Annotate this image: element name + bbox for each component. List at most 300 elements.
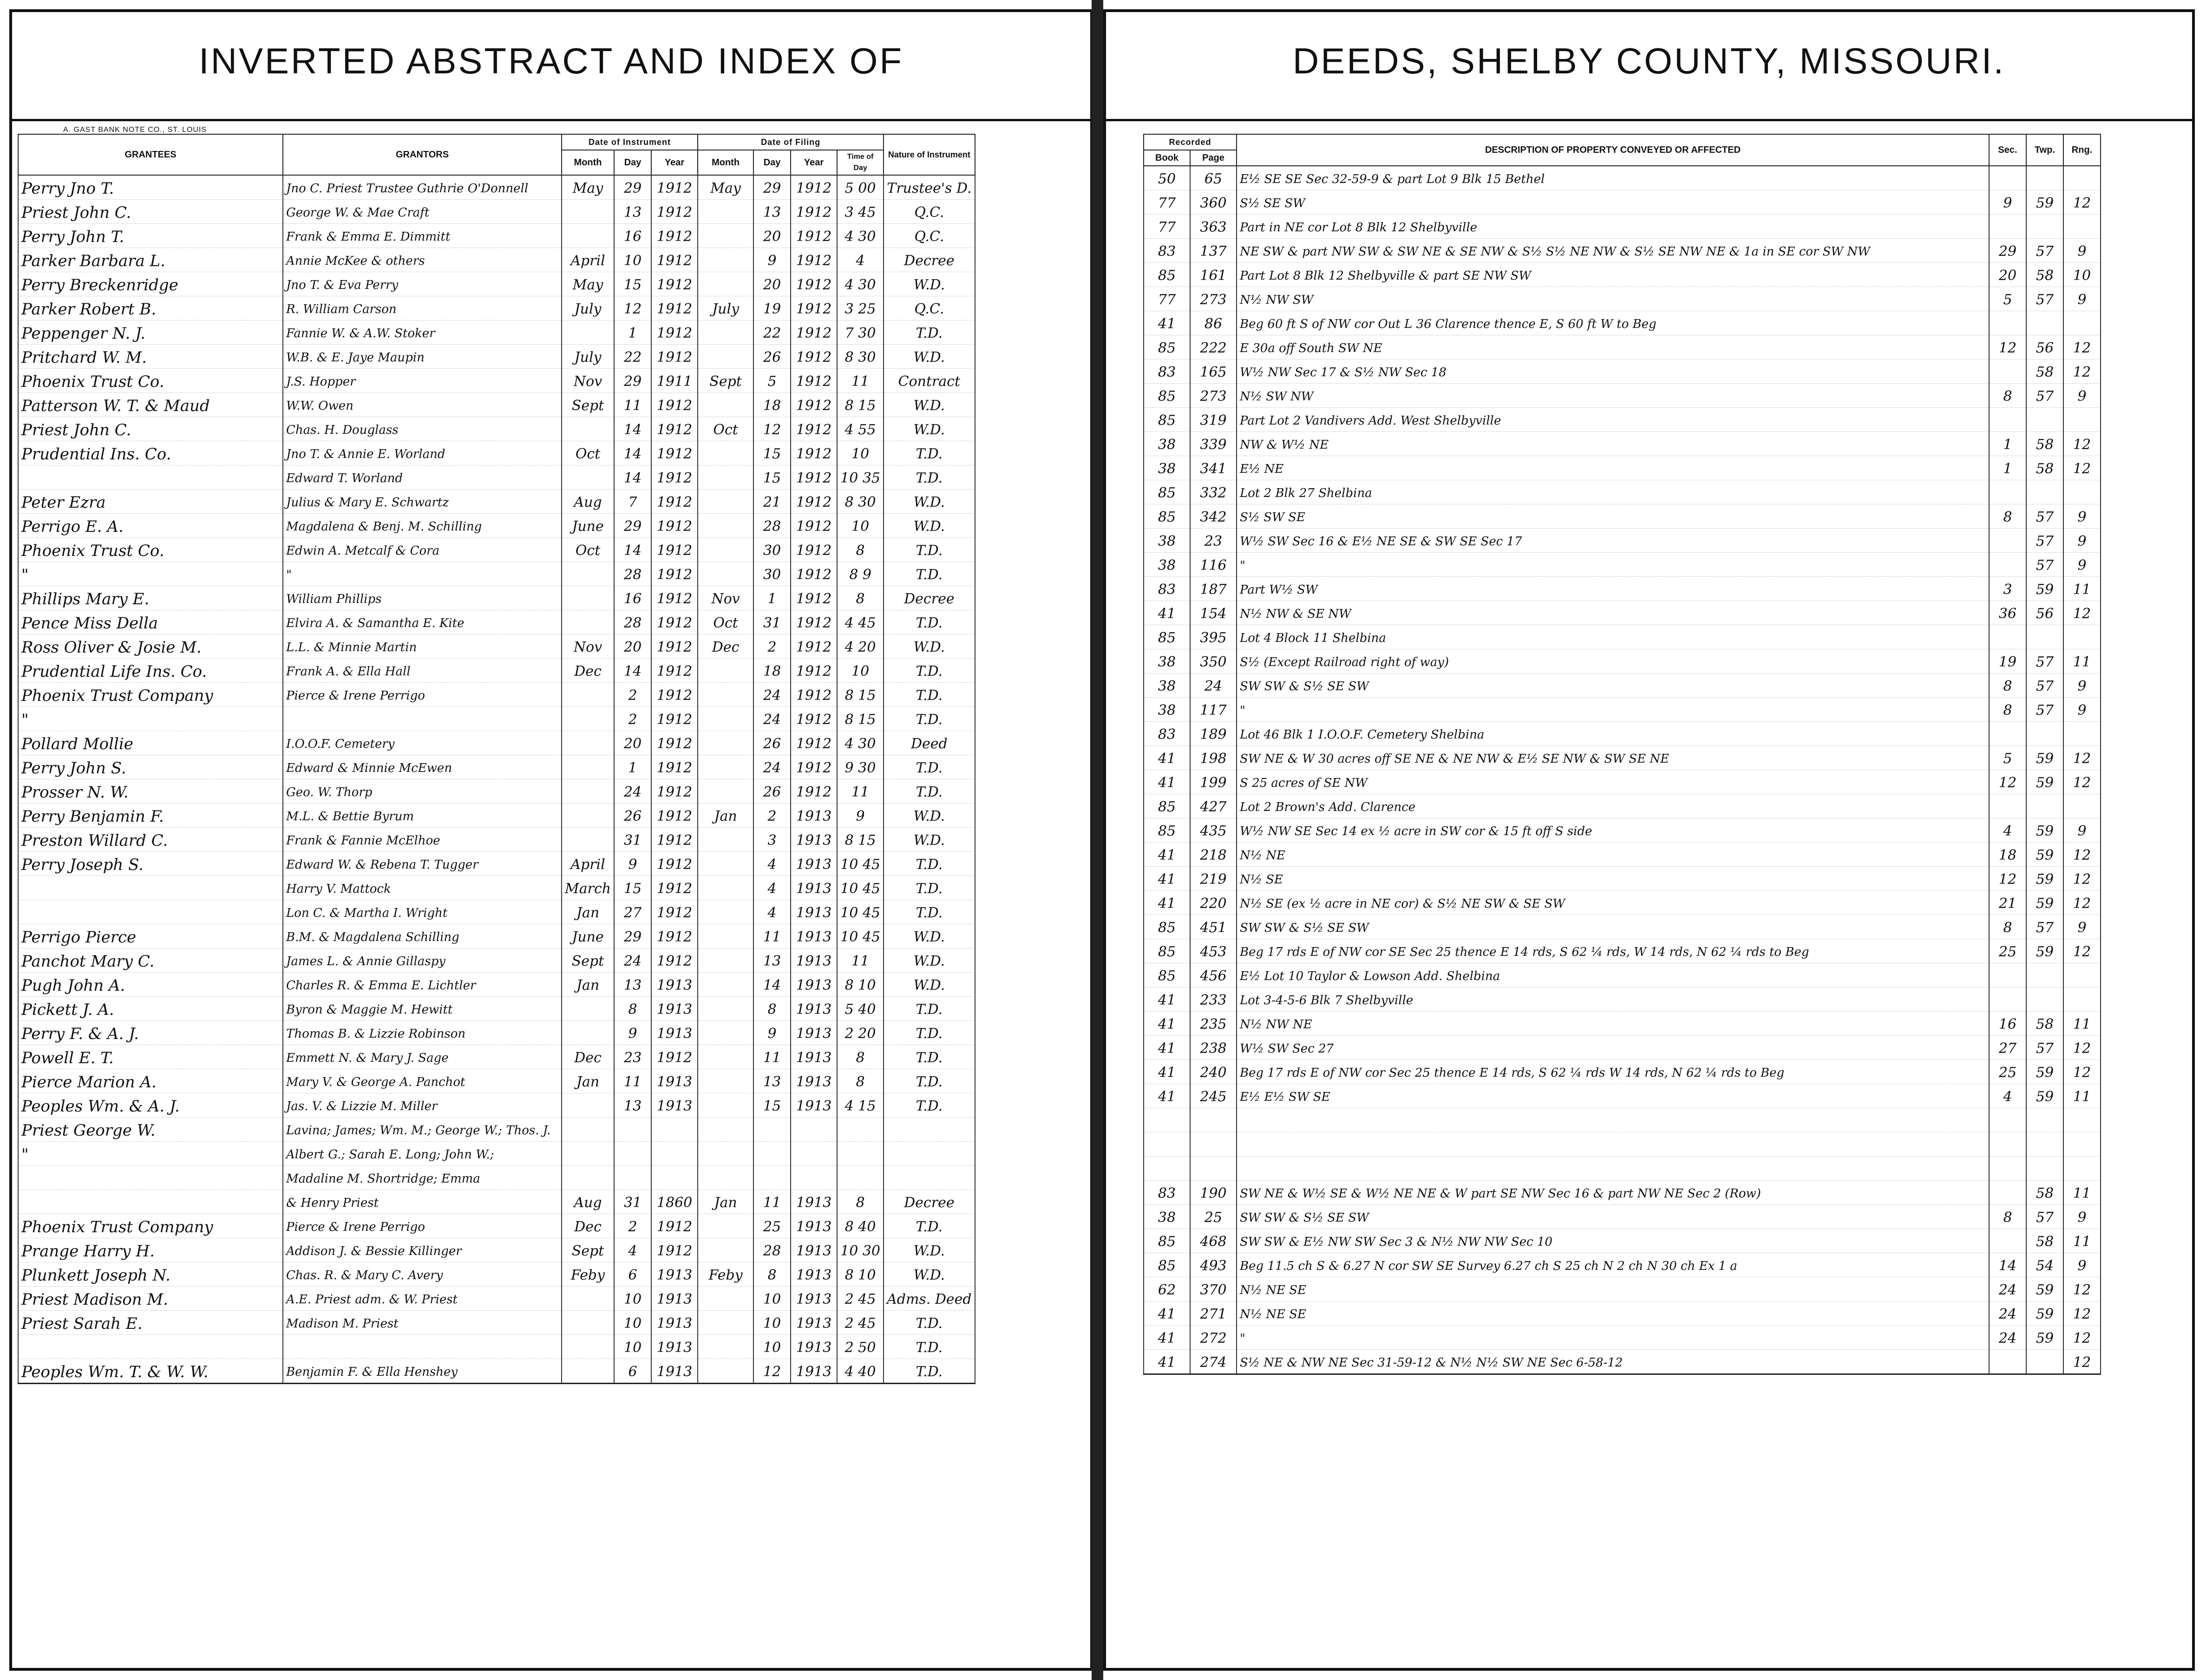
nature-cell: T.D. [884,562,975,586]
description-cell: S½ NE & NW NE Sec 31-59-12 & N½ N½ SW NE Sec 6-58-12 [1237,1350,1989,1374]
filing-year-cell: 1912 [791,175,837,200]
instrument-day-cell: 26 [614,804,651,828]
grantor-cell: " [283,562,562,586]
instrument-day-cell: 2 [614,683,651,707]
nature-cell: Adms. Deed [884,1287,975,1311]
filing-day-cell: 25 [753,1214,791,1238]
filing-day-cell: 26 [753,345,791,369]
grantee-row [18,900,975,924]
filing-year-cell: 1913 [791,973,837,997]
description-cell: NW & W½ NE [1237,432,1989,456]
filing-month-cell: July [698,296,753,320]
filing-month-cell [698,997,753,1021]
instrument-month-cell: July [562,345,614,369]
nature-cell: Q.C. [884,224,975,248]
page-cell: 190 [1190,1181,1237,1205]
description-cell: Beg 17 rds E of NW cor Sec 25 thence E 14 rds, S 62 ¼ rds W 14 rds, N 62 ¼ rds to Beg [1237,1060,1989,1084]
filing-day-cell: 8 [753,997,791,1021]
grantee-row [18,345,975,369]
filing-year-cell: 1912 [791,345,837,369]
instrument-month-cell: Dec [562,1214,614,1238]
township-cell: 59 [2026,1060,2063,1084]
instrument-year-cell [651,1142,698,1166]
filing-day-cell: 3 [753,828,791,852]
time-of-day-cell: 8 [837,586,884,610]
grantee-row [18,175,975,200]
page-cell [1190,1132,1237,1157]
nature-cell: T.D. [884,683,975,707]
property-row [1144,1060,2101,1084]
time-of-day-cell: 8 [837,1069,884,1093]
description-cell: E½ Lot 10 Taylor & Lowson Add. Shelbina [1237,963,1989,987]
range-cell [2063,166,2101,190]
instrument-month-cell: Sept [562,1238,614,1262]
grantee-row [18,755,975,779]
filing-day-cell: 15 [753,1093,791,1118]
range-cell: 9 [2063,818,2101,843]
description-cell: S½ SE SW [1237,190,1989,215]
grantee-row [18,852,975,876]
filing-month-cell: Dec [698,634,753,659]
filing-day-cell: 19 [753,296,791,320]
book-cell: 38 [1144,553,1190,577]
page-cell: 222 [1190,335,1237,360]
section-cell: 36 [1989,601,2026,625]
book-cell: 38 [1144,456,1190,480]
property-row [1144,867,2101,891]
page-cell: 273 [1190,384,1237,408]
section-cell: 4 [1989,1084,2026,1108]
grantee-row [18,1287,975,1311]
filing-year-cell: 1912 [791,683,837,707]
grantor-cell [283,1335,562,1359]
instrument-month-cell: Jan [562,973,614,997]
grantor-cell: Byron & Maggie M. Hewitt [283,997,562,1021]
grantor-cell: Jno T. & Eva Perry [283,272,562,296]
filing-month-cell [698,272,753,296]
time-of-day-cell: 11 [837,369,884,393]
grantee-cell: Perry Breckenridge [18,272,283,296]
description-cell: Lot 3-4-5-6 Blk 7 Shelbyville [1237,987,1989,1012]
grantor-cell: Edward & Minnie McEwen [283,755,562,779]
book-cell: 83 [1144,1181,1190,1205]
grantee-cell: Prudential Life Ins. Co. [18,659,283,683]
grantor-cell: Annie McKee & others [283,248,562,272]
instrument-month-cell [562,417,614,441]
range-cell: 12 [2063,891,2101,915]
page-cell: 199 [1190,770,1237,794]
instrument-year-cell: 1912 [651,707,698,731]
filing-month-cell: Jan [698,1190,753,1214]
section-cell: 24 [1989,1326,2026,1350]
nature-cell: W.D. [884,973,975,997]
section-cell: 8 [1989,504,2026,529]
instrument-day-cell: 6 [614,1262,651,1287]
grantor-cell: R. William Carson [283,296,562,320]
instrument-day-cell: 7 [614,490,651,514]
instrument-year-cell: 1913 [651,1335,698,1359]
instrument-month-cell: Jan [562,900,614,924]
book-cell: 50 [1144,166,1190,190]
grantee-cell: Ross Oliver & Josie M. [18,634,283,659]
property-row [1144,577,2101,601]
property-row [1144,432,2101,456]
range-cell: 12 [2063,1277,2101,1301]
description-cell: SW SW & S½ SE SW [1237,1205,1989,1229]
grantee-row [18,1359,975,1384]
section-cell [1989,625,2026,649]
property-row [1144,1084,2101,1108]
page-cell: 245 [1190,1084,1237,1108]
filing-day-cell: 11 [753,924,791,948]
filing-month-cell [698,900,753,924]
header-date-of-filing: Date of Filing [698,134,884,150]
instrument-day-cell: 28 [614,562,651,586]
section-cell [1989,963,2026,987]
property-row [1144,722,2101,746]
filing-day-cell: 18 [753,393,791,417]
grantor-cell [283,707,562,731]
grantee-row [18,1311,975,1335]
page-cell: 370 [1190,1277,1237,1301]
section-cell [1989,529,2026,553]
section-cell: 12 [1989,867,2026,891]
instrument-year-cell: 1912 [651,200,698,224]
grantee-cell: Peoples Wm. T. & W. W. [18,1359,283,1384]
nature-cell: W.D. [884,634,975,659]
instrument-month-cell [562,200,614,224]
filing-day-cell: 30 [753,538,791,562]
page-cell: 456 [1190,963,1237,987]
section-cell: 24 [1989,1277,2026,1301]
instrument-month-cell: Dec [562,1045,614,1069]
grantee-row [18,490,975,514]
instrument-month-cell: Dec [562,659,614,683]
section-cell: 29 [1989,239,2026,263]
property-row [1144,504,2101,529]
nature-cell: T.D. [884,1021,975,1045]
book-cell: 41 [1144,601,1190,625]
section-cell: 25 [1989,1060,2026,1084]
grantor-cell: Benjamin F. & Ella Henshey [283,1359,562,1384]
page-cell: 339 [1190,432,1237,456]
filing-year-cell: 1912 [791,417,837,441]
page-cell: 468 [1190,1229,1237,1253]
section-cell [1989,480,2026,504]
filing-month-cell [698,393,753,417]
time-of-day-cell: 2 20 [837,1021,884,1045]
grantee-row [18,320,975,345]
time-of-day-cell: 8 [837,1190,884,1214]
instrument-day-cell: 14 [614,659,651,683]
header-inst-day: Day [614,150,651,175]
range-cell: 11 [2063,1084,2101,1108]
instrument-month-cell: May [562,175,614,200]
filing-year-cell: 1912 [791,490,837,514]
page-cell: 23 [1190,529,1237,553]
book-cell: 38 [1144,673,1190,698]
book-cell: 38 [1144,432,1190,456]
filing-year-cell: 1912 [791,320,837,345]
instrument-month-cell [562,1118,614,1142]
filing-year-cell: 1913 [791,1214,837,1238]
property-row [1144,601,2101,625]
section-cell [1989,553,2026,577]
instrument-year-cell: 1912 [651,514,698,538]
nature-cell: W.D. [884,417,975,441]
instrument-day-cell: 10 [614,1335,651,1359]
nature-cell: Deed [884,731,975,755]
nature-cell: T.D. [884,707,975,731]
grantee-row [18,272,975,296]
nature-cell: W.D. [884,514,975,538]
book-cell: 38 [1144,649,1190,673]
filing-day-cell: 1 [753,586,791,610]
filing-month-cell [698,1359,753,1384]
property-row [1144,215,2101,239]
filing-day-cell: 13 [753,948,791,973]
instrument-year-cell: 1912 [651,683,698,707]
filing-year-cell: 1913 [791,828,837,852]
township-cell: 59 [2026,190,2063,215]
time-of-day-cell [837,1166,884,1190]
filing-day-cell: 24 [753,707,791,731]
grantee-row [18,1118,975,1142]
filing-month-cell [698,755,753,779]
filing-day-cell: 10 [753,1335,791,1359]
instrument-year-cell: 1912 [651,852,698,876]
filing-day-cell: 21 [753,490,791,514]
grantor-cell: Geo. W. Thorp [283,779,562,804]
grantor-cell: J.S. Hopper [283,369,562,393]
filing-month-cell: Sept [698,369,753,393]
property-row [1144,239,2101,263]
filing-year-cell: 1913 [791,852,837,876]
township-cell: 57 [2026,1205,2063,1229]
filing-year-cell: 1913 [791,1190,837,1214]
header-fil-day: Day [753,150,791,175]
filing-month-cell [698,924,753,948]
description-cell: E½ SE SE Sec 32-59-9 & part Lot 9 Blk 15 Bethel [1237,166,1989,190]
book-cell: 85 [1144,335,1190,360]
filing-month-cell [698,1238,753,1262]
nature-cell: Trustee's D. [884,175,975,200]
grantee-cell: Patterson W. T. & Maud [18,393,283,417]
instrument-year-cell: 1912 [651,490,698,514]
grantor-cell: Lavina; James; Wm. M.; George W.; Thos. J. [283,1118,562,1142]
instrument-month-cell: Aug [562,490,614,514]
nature-cell: T.D. [884,465,975,490]
township-cell [2026,963,2063,987]
grantee-row [18,1045,975,1069]
book-cell: 77 [1144,215,1190,239]
range-cell: 9 [2063,384,2101,408]
range-cell [2063,625,2101,649]
grantee-cell: Pugh John A. [18,973,283,997]
grantee-cell: Parker Barbara L. [18,248,283,272]
filing-month-cell [698,1142,753,1166]
instrument-day-cell: 2 [614,707,651,731]
filing-year-cell: 1912 [791,731,837,755]
township-cell: 59 [2026,1277,2063,1301]
instrument-month-cell: Nov [562,369,614,393]
grantor-grantee-table [18,134,975,1384]
nature-cell: W.D. [884,393,975,417]
section-cell [1989,1157,2026,1181]
instrument-day-cell: 13 [614,1093,651,1118]
instrument-day-cell: 20 [614,731,651,755]
township-cell: 57 [2026,287,2063,311]
nature-cell: T.D. [884,659,975,683]
property-row [1144,335,2101,360]
page-cell: 198 [1190,746,1237,770]
description-cell: SW SW & S½ SE SW [1237,673,1989,698]
property-row [1144,553,2101,577]
section-cell [1989,408,2026,432]
filing-month-cell [698,1311,753,1335]
instrument-month-cell [562,320,614,345]
range-cell: 9 [2063,698,2101,722]
page-cell: 165 [1190,360,1237,384]
instrument-month-cell [562,1359,614,1384]
filing-year-cell: 1912 [791,441,837,465]
grantee-cell [18,1335,283,1359]
township-cell [2026,1157,2063,1181]
grantee-row [18,296,975,320]
book-cell: 77 [1144,190,1190,215]
time-of-day-cell: 10 [837,441,884,465]
grantee-row [18,1142,975,1166]
description-cell: N½ NE SE [1237,1301,1989,1326]
filing-month-cell [698,224,753,248]
page-cell: 154 [1190,601,1237,625]
township-cell: 59 [2026,1301,2063,1326]
description-cell: W½ NW Sec 17 & S½ NW Sec 18 [1237,360,1989,384]
filing-month-cell [698,1021,753,1045]
header-rng: Rng. [2063,134,2101,166]
grantor-cell: James L. & Annie Gillaspy [283,948,562,973]
grantor-cell: Elvira A. & Samantha E. Kite [283,610,562,634]
nature-cell [884,1142,975,1166]
filing-day-cell: 10 [753,1311,791,1335]
grantor-cell: Charles R. & Emma E. Lichtler [283,973,562,997]
filing-day-cell: 5 [753,369,791,393]
township-cell: 58 [2026,1181,2063,1205]
filing-year-cell: 1912 [791,634,837,659]
filing-month-cell [698,1166,753,1190]
township-cell: 59 [2026,867,2063,891]
instrument-month-cell [562,562,614,586]
book-cell: 41 [1144,1326,1190,1350]
nature-cell: T.D. [884,441,975,465]
range-cell: 9 [2063,673,2101,698]
description-cell: SW SW & E½ NW SW Sec 3 & N½ NW NW Sec 10 [1237,1229,1989,1253]
time-of-day-cell: 8 9 [837,562,884,586]
filing-year-cell: 1912 [791,755,837,779]
grantee-row [18,1262,975,1287]
nature-cell: Decree [884,248,975,272]
instrument-day-cell: 24 [614,948,651,973]
property-row [1144,190,2101,215]
time-of-day-cell: 10 [837,514,884,538]
grantee-row [18,1069,975,1093]
filing-month-cell [698,852,753,876]
township-cell: 57 [2026,649,2063,673]
grantor-cell: A.E. Priest adm. & W. Priest [283,1287,562,1311]
property-row [1144,818,2101,843]
description-cell: N½ SE [1237,867,1989,891]
property-description-table [1143,134,2101,1375]
time-of-day-cell: 5 00 [837,175,884,200]
filing-day-cell [753,1142,791,1166]
nature-cell: T.D. [884,1045,975,1069]
section-cell [1989,166,2026,190]
grantee-cell: Prudential Ins. Co. [18,441,283,465]
instrument-day-cell: 20 [614,634,651,659]
grantee-cell [18,1190,283,1214]
filing-month-cell [698,441,753,465]
township-cell: 58 [2026,1229,2063,1253]
property-row [1144,1181,2101,1205]
grantee-row [18,1190,975,1214]
page-cell: 161 [1190,263,1237,287]
header-fil-year: Year [791,150,837,175]
property-row [1144,1108,2101,1132]
instrument-day-cell: 14 [614,417,651,441]
property-row [1144,360,2101,384]
township-cell: 57 [2026,1036,2063,1060]
range-cell: 12 [2063,939,2101,963]
range-cell [2063,987,2101,1012]
instrument-month-cell: Nov [562,634,614,659]
township-cell: 59 [2026,843,2063,867]
instrument-month-cell [562,610,614,634]
time-of-day-cell: 2 45 [837,1287,884,1311]
filing-year-cell: 1912 [791,224,837,248]
range-cell [2063,963,2101,987]
filing-month-cell: Feby [698,1262,753,1287]
nature-cell: Decree [884,1190,975,1214]
filing-day-cell: 9 [753,1021,791,1045]
description-cell: Lot 2 Brown's Add. Clarence [1237,794,1989,818]
grantee-cell: " [18,707,283,731]
description-cell: Beg 17 rds E of NW cor SE Sec 25 thence E 14 rds, S 62 ¼ rds, W 14 rds, N 62 ¼ rds to Beg [1237,939,1989,963]
instrument-year-cell: 1913 [651,1021,698,1045]
page-cell [1190,1157,1237,1181]
grantee-row [18,562,975,586]
description-cell: N½ SW NW [1237,384,1989,408]
time-of-day-cell: 10 45 [837,876,884,900]
instrument-day-cell: 11 [614,393,651,417]
filing-day-cell [753,1118,791,1142]
instrument-month-cell [562,1166,614,1190]
grantee-row [18,1214,975,1238]
book-cell: 41 [1144,843,1190,867]
property-row [1144,746,2101,770]
page-cell: 427 [1190,794,1237,818]
header-twp: Twp. [2026,134,2063,166]
grantee-row [18,659,975,683]
filing-month-cell [698,683,753,707]
grantee-row [18,1238,975,1262]
section-cell: 4 [1989,818,2026,843]
page-cell: 240 [1190,1060,1237,1084]
instrument-year-cell: 1913 [651,997,698,1021]
township-cell [2026,408,2063,432]
grantee-cell: Peoples Wm. & A. J. [18,1093,283,1118]
description-cell: SW NE & W½ SE & W½ NE NE & W part SE NW Sec 16 & part NW NE Sec 2 (Row) [1237,1181,1989,1205]
section-cell: 5 [1989,746,2026,770]
